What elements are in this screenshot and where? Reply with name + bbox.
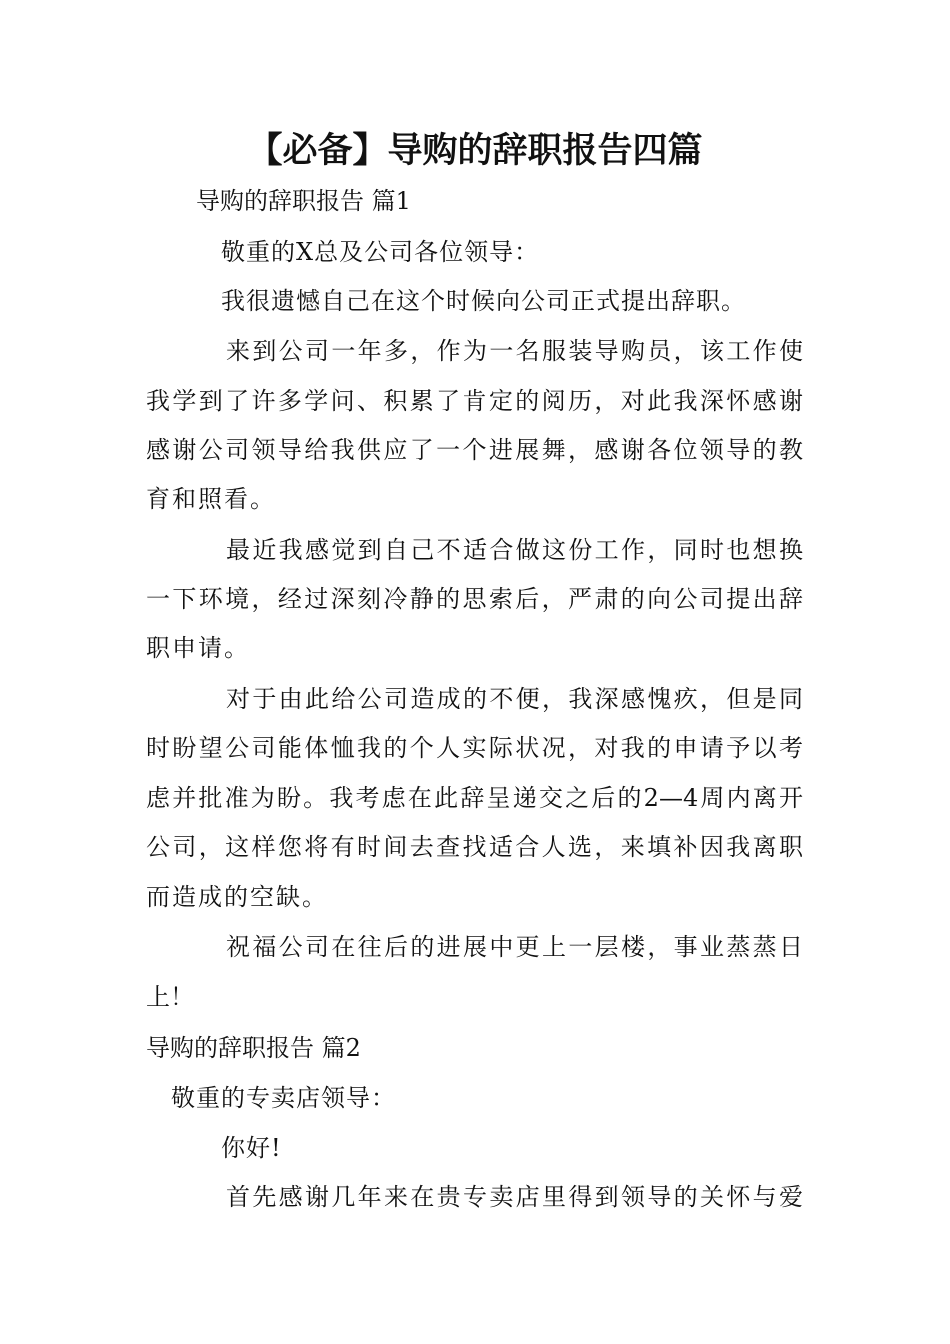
salutation: 敬重的X总及公司各位领导： xyxy=(221,238,540,266)
paragraph-line: 而造成的空缺。 xyxy=(146,883,328,911)
paragraph-line: 感谢公司领导给我供应了一个进展舞，感谢各位领导的教 xyxy=(146,436,803,464)
paragraph-line: 祝福公司在往后的进展中更上一层楼，事业蒸蒸日 xyxy=(226,933,803,961)
paragraph-line: 上！ xyxy=(146,983,194,1011)
paragraph-line: 育和照看。 xyxy=(146,485,276,513)
paragraph-line: 你好! xyxy=(221,1134,282,1162)
paragraph-line: 最近我感觉到自己不适合做这份工作，同时也想换 xyxy=(226,536,803,564)
paragraph-line: 首先感谢几年来在贵专卖店里得到领导的关怀与爱 xyxy=(226,1183,803,1211)
section-heading: 导购的辞职报告 篇1 xyxy=(196,187,411,215)
paragraph-line: 对于由此给公司造成的不便，我深感愧疚，但是同 xyxy=(226,685,803,713)
paragraph-line: 公司，这样您将有时间去查找适合人选，来填补因我离职 xyxy=(146,833,803,861)
paragraph-line: 一下环境，经过深刻冷静的思索后，严肃的向公司提出辞 xyxy=(146,585,803,613)
section-heading: 导购的辞职报告 篇2 xyxy=(146,1034,361,1062)
salutation: 敬重的专卖店领导： xyxy=(171,1084,396,1112)
paragraph-line: 来到公司一年多，作为一名服装导购员，该工作使 xyxy=(226,337,803,365)
paragraph-line: 我很遗憾自己在这个时候向公司正式提出辞职。 xyxy=(221,287,746,315)
document-title: 【必备】导购的辞职报告四篇 xyxy=(247,131,703,171)
paragraph-line: 虑并批准为盼。我考虑在此辞呈递交之后的2—4周内离开 xyxy=(146,784,803,812)
paragraph-line: 职申请。 xyxy=(146,634,250,662)
paragraph-line: 时盼望公司能体恤我的个人实际状况，对我的申请予以考 xyxy=(146,734,803,762)
paragraph-line: 我学到了许多学问、积累了肯定的阅历，对此我深怀感谢 xyxy=(146,387,803,415)
